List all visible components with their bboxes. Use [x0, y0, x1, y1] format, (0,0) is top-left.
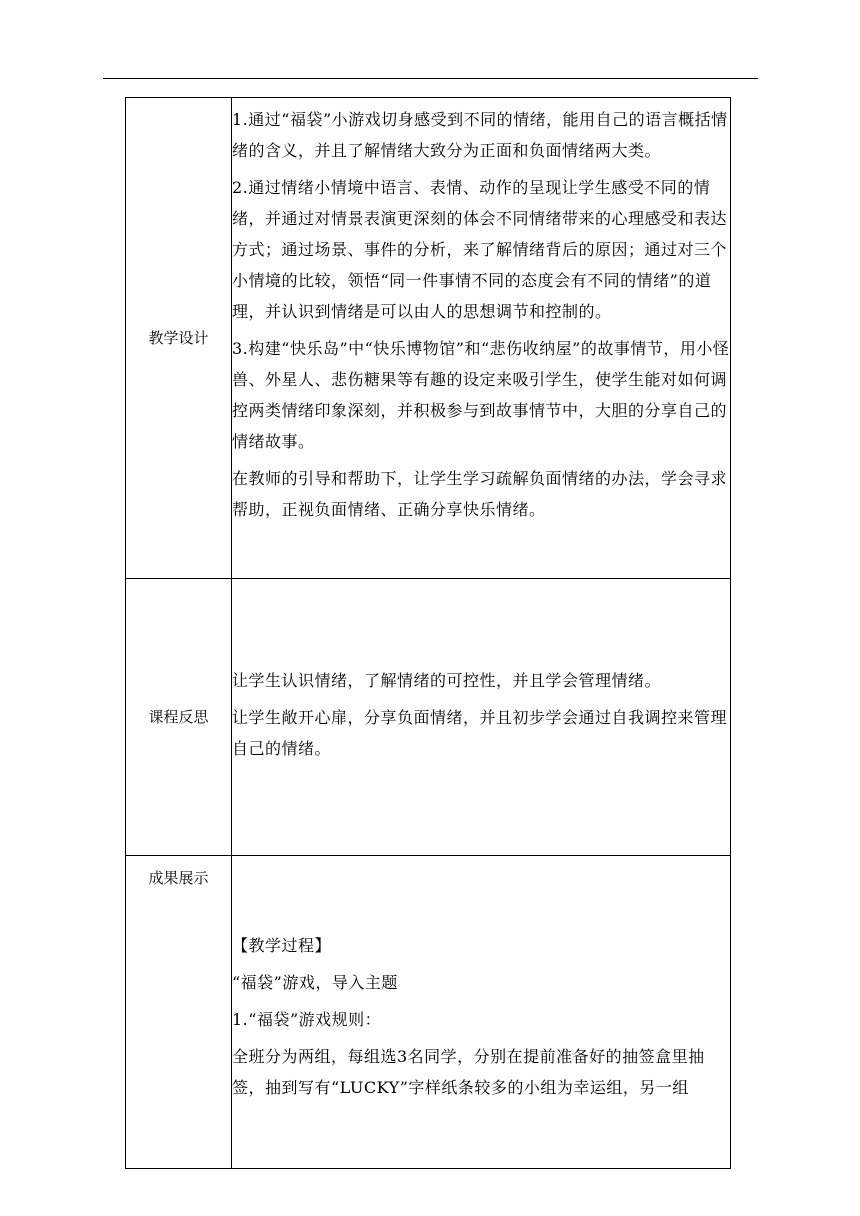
row-label-course-reflection: 课程反思 — [126, 579, 232, 856]
row-label-teaching-design: 教学设计 — [126, 98, 232, 579]
paragraph: 在教师的引导和帮助下，让学生学习疏解负面情绪的办法，学会寻求帮助，正视负面情绪、正确分享快乐情绪。 — [232, 469, 728, 519]
table-row — [126, 856, 731, 1169]
paragraph: 【教学过程】 — [232, 936, 332, 955]
lesson-table — [125, 97, 731, 1169]
header-rule — [103, 78, 758, 79]
paragraph: 让学生认识情绪，了解情绪的可控性，并且学会管理情绪。 — [232, 670, 662, 690]
teaching-design-content — [232, 98, 731, 579]
paragraph: 3.构建“快乐岛”中“快乐博物馆”和“悲伤收纳屋”的故事情节，用小怪兽、外星人、悲伤糖果等有趣的设定来吸引学生，使学生能对如何调控两类情绪印象深刻，并积极参与到故事情节中，大胆的分享自己的情绪故事。 — [232, 339, 730, 451]
table-row — [126, 98, 731, 579]
table-row — [126, 579, 731, 856]
row-label-results: 成果展示 — [126, 856, 232, 1169]
paragraph: 2.通过情绪小情境中语言、表情、动作的呈现让学生感受不同的情绪，并通过对情景表演更深刻的体会不同情绪带来的心理感受和表达方式；通过场景、事件的分析，来了解情绪背后的原因；通过对三个小情境的比较，领悟“同一件事情不同的态度会有不同的情绪”的道理，并认识到情绪是可以由人的思想调节和控制的。 — [232, 178, 728, 321]
paragraph: 1.“福袋”游戏规则： — [232, 1010, 382, 1029]
paragraph: 全班分为两组，每组选3名同学，分别在提前准备好的抽签盒里抽签，抽到写有“LUCKY”字样纸条较多的小组为幸运组，另一组 — [232, 1047, 705, 1097]
results-content — [232, 856, 731, 1169]
paragraph: 让学生敞开心扉，分享负面情绪，并且初步学会通过自我调控来管理自己的情绪。 — [232, 707, 728, 758]
paragraph: “福袋”游戏，导入主题 — [232, 973, 398, 992]
paragraph: 1.通过“福袋”小游戏切身感受到不同的情绪，能用自己的语言概括情绪的含义，并且了解情绪大致分为正面和负面情绪两大类。 — [232, 110, 728, 160]
course-reflection-content — [232, 579, 731, 856]
